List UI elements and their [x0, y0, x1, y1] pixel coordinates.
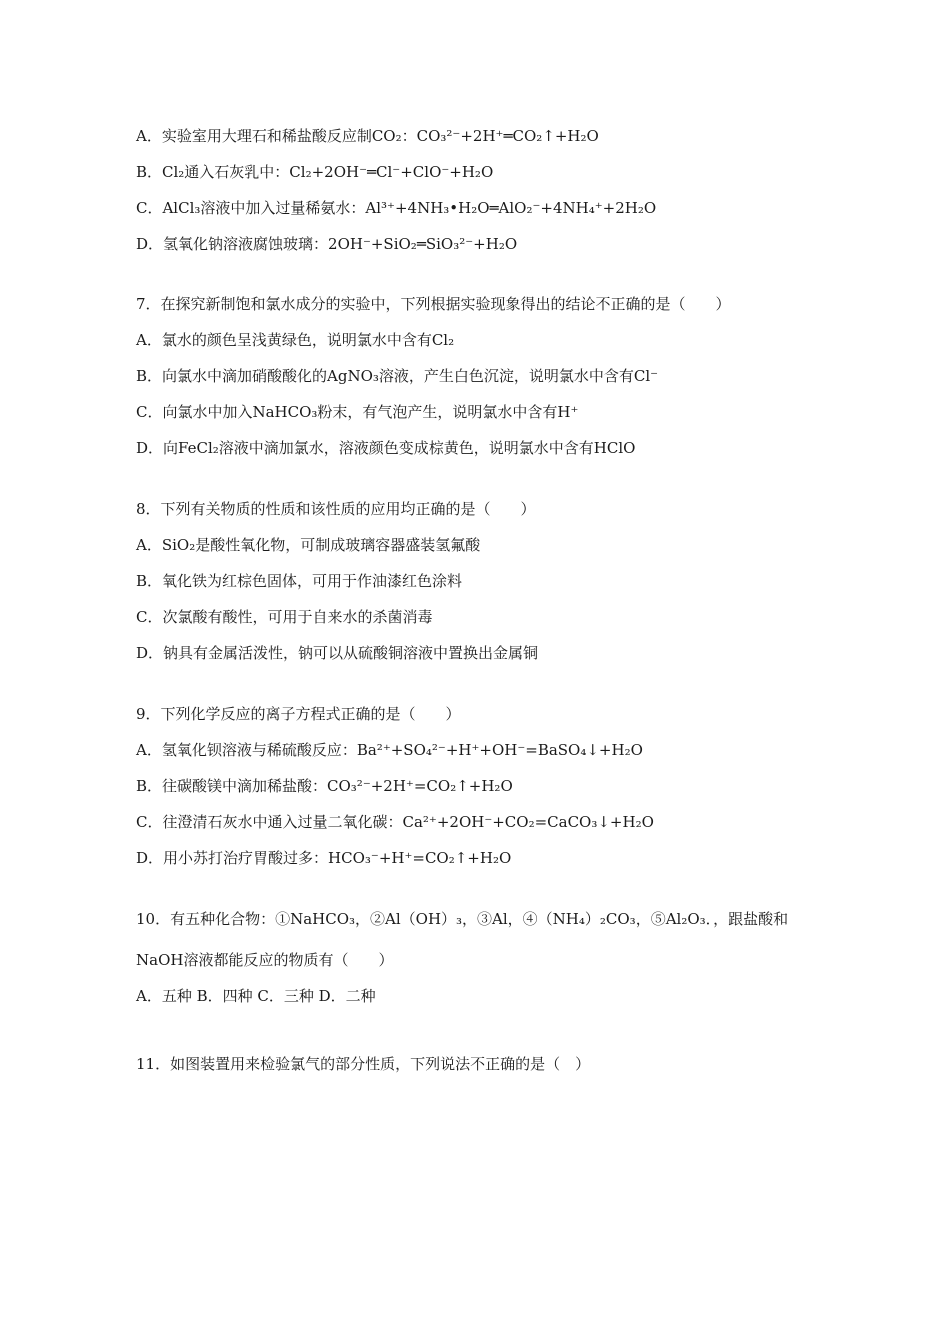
option-a: A．SiO₂是酸性氧化物，可制成玻璃容器盛装氢氟酸 [136, 536, 481, 554]
question-stem-line2: NaOH溶液都能反应的物质有（ ） [136, 951, 394, 969]
option-b: B．往碳酸镁中滴加稀盐酸：CO₃²⁻+2H⁺=CO₂↑+H₂O [136, 777, 513, 795]
option-c: C．往澄清石灰水中通入过量二氧化碳：Ca²⁺+2OH⁻+CO₂=CaCO₃↓+H₂O [136, 813, 654, 831]
option-b: B．向氯水中滴加硝酸酸化的AgNO₃溶液，产生白色沉淀，说明氯水中含有Cl⁻ [136, 367, 659, 385]
question-stem: 7．在探究新制饱和氯水成分的实验中，下列根据实验现象得出的结论不正确的是（ ） [136, 295, 731, 313]
question-stem: 11．如图装置用来检验氯气的部分性质，下列说法不正确的是（ ） [136, 1055, 591, 1073]
option-d: D．氢氧化钠溶液腐蚀玻璃：2OH⁻+SiO₂═SiO₃²⁻+H₂O [136, 235, 518, 253]
option-b: B．氧化铁为红棕色固体，可用于作油漆红色涂料 [136, 572, 463, 590]
question-stem: 8．下列有关物质的性质和该性质的应用均正确的是（ ） [136, 500, 536, 518]
option-a: A．氯水的颜色呈浅黄绿色，说明氯水中含有Cl₂ [136, 331, 455, 349]
option-c: C．次氯酸有酸性，可用于自来水的杀菌消毒 [136, 608, 433, 626]
option-d: D．钠具有金属活泼性，钠可以从硫酸铜溶液中置换出金属铜 [136, 644, 539, 662]
option-a: A．氢氧化钡溶液与稀硫酸反应：Ba²⁺+SO₄²⁻+H⁺+OH⁻=BaSO₄↓+H₂O [136, 741, 643, 759]
options-inline: A．五种 B．四种 C．三种 D．二种 [136, 987, 376, 1005]
option-b: B．Cl₂通入石灰乳中：Cl₂+2OH⁻═Cl⁻+ClO⁻+H₂O [136, 163, 494, 181]
option-c: C．AlCl₃溶液中加入过量稀氨水：Al³⁺+4NH₃•H₂O═AlO₂⁻+4NH₄⁺+2H₂O [136, 199, 657, 217]
option-c: C．向氯水中加入NaHCO₃粉末，有气泡产生，说明氯水中含有H⁺ [136, 403, 579, 421]
question-stem-line1: 10．有五种化合物：①NaHCO₃，②Al（OH）₃，③Al，④（NH₄）₂CO₃，⑤Al₂O₃．，跟盐酸和 [136, 910, 789, 928]
option-d: D．向FeCl₂溶液中滴加氯水，溶液颜色变成棕黄色，说明氯水中含有HClO [136, 439, 636, 457]
option-a: A．实验室用大理石和稀盐酸反应制CO₂：CO₃²⁻+2H⁺═CO₂↑+H₂O [136, 127, 599, 145]
question-stem: 9．下列化学反应的离子方程式正确的是（ ） [136, 705, 461, 723]
option-d: D．用小苏打治疗胃酸过多：HCO₃⁻+H⁺=CO₂↑+H₂O [136, 849, 512, 867]
